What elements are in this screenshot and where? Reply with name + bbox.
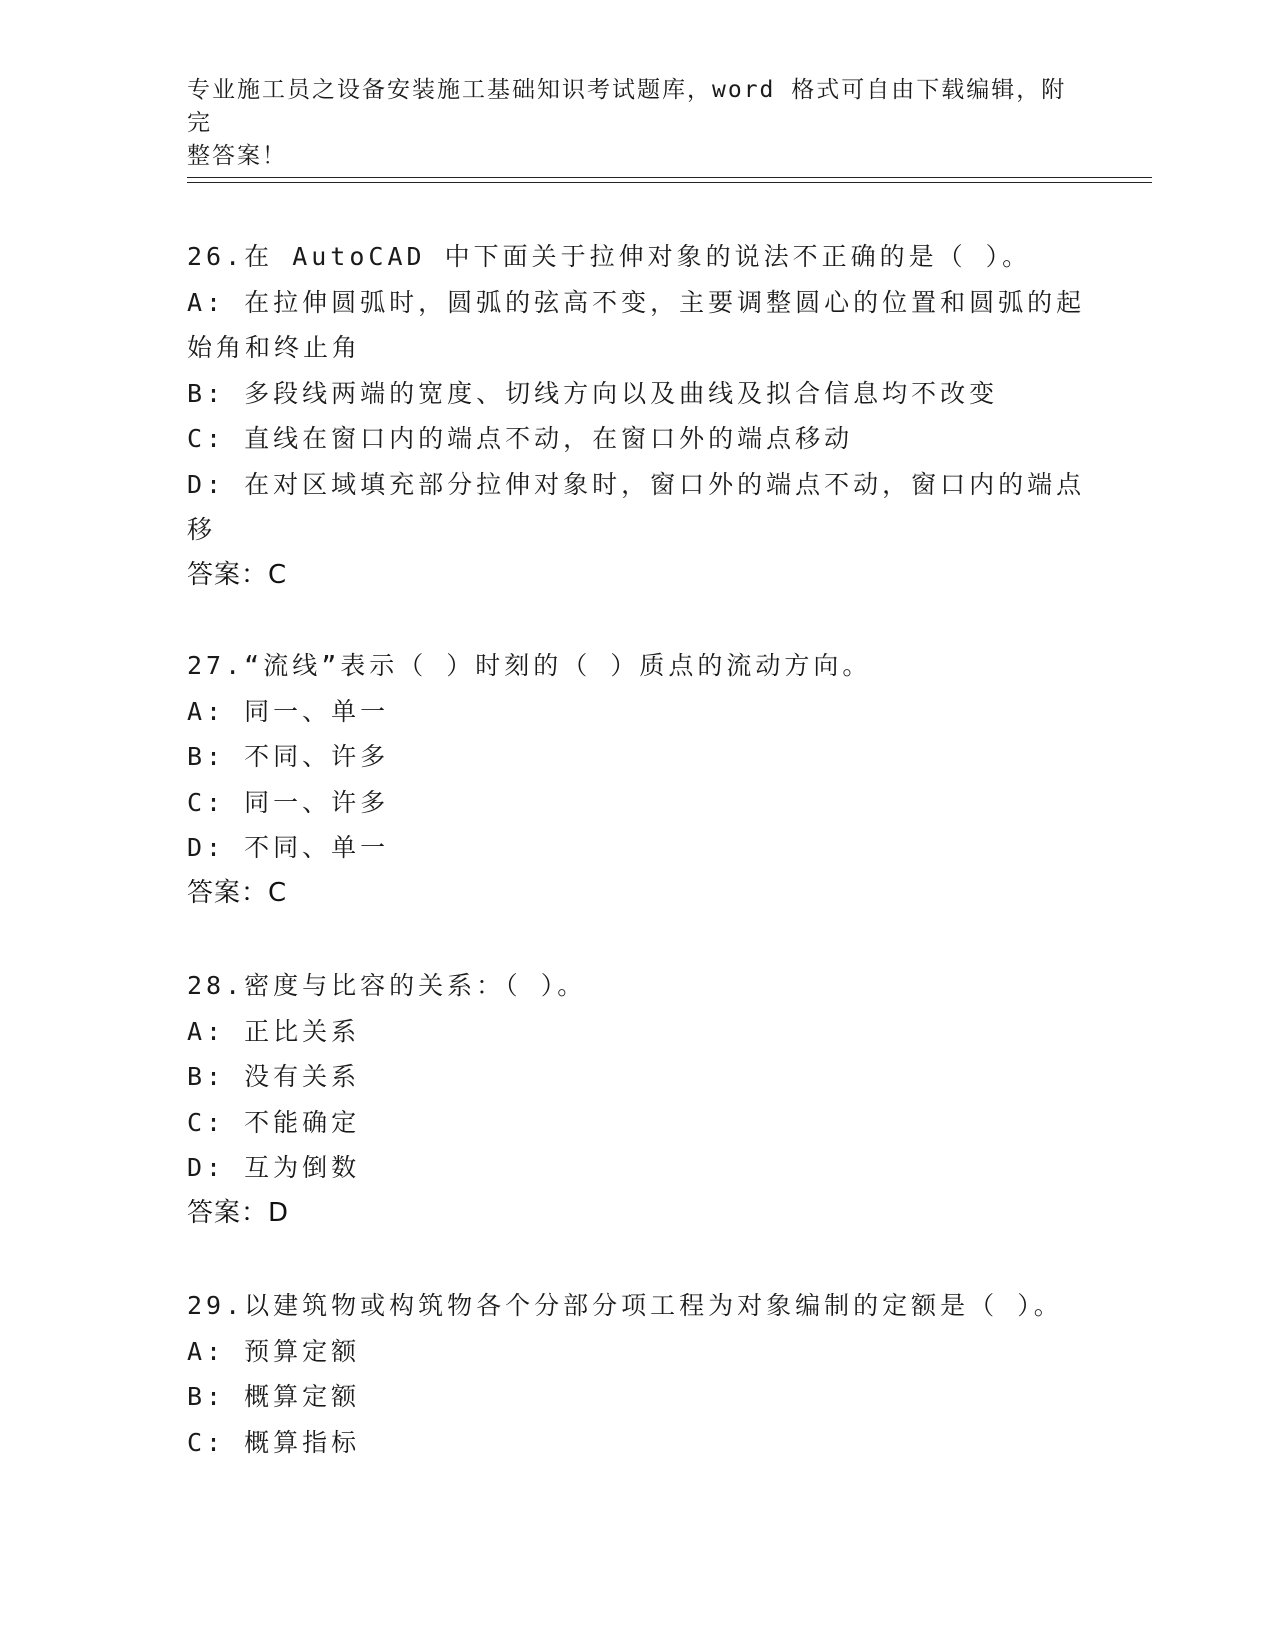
option-a: A: 正比关系 [187,1016,361,1046]
answer-text: 答案：C [187,877,288,908]
question-stem: 29.以建筑物或构筑物各个分部分项工程为对象编制的定额是（ ）。 [187,1291,1063,1320]
question-29 [187,1283,1087,1465]
header-line-1: 专业施工员之设备安装施工基础知识考试题库，word 格式可自由下载编辑，附完 [187,77,1067,136]
option-a-continued: 始角和终止角 [187,333,362,362]
option-c: C: 同一、许多 [187,787,390,817]
question-stem: 26.在 AutoCAD 中下面关于拉伸对象的说法不正确的是（ ）。 [187,242,1032,271]
question-28 [187,963,1087,1236]
option-d: D: 不同、单一 [187,833,390,862]
answer-text: 答案：D [187,1197,290,1228]
option-c: C: 不能确定 [187,1107,361,1137]
document-header [187,74,1087,173]
option-b: B: 没有关系 [187,1062,361,1091]
option-a: A: 同一、单一 [187,696,390,726]
option-b: B: 概算定额 [187,1382,361,1411]
option-a: A: 在拉伸圆弧时，圆弧的弦高不变，主要调整圆心的位置和圆弧的起 [187,287,1086,317]
header-divider-top [187,177,1152,178]
header-line-2: 整答案！ [187,143,287,169]
answer-text: 答案：C [187,559,288,590]
option-b: B: 不同、许多 [187,742,390,771]
option-d: D: 在对区域填充部分拉伸对象时，窗口外的端点不动，窗口内的端点 [187,469,1086,499]
option-c: C: 直线在窗口内的端点不动，在窗口外的端点移动 [187,424,854,453]
option-d-continued: 移 [187,515,217,544]
option-b: B: 多段线两端的宽度、切线方向以及曲线及拟合信息均不改变 [187,378,999,408]
option-a: A: 预算定额 [187,1336,361,1366]
question-stem: 28.密度与比容的关系：（ ）。 [187,971,587,1000]
question-27 [187,643,1087,916]
option-d: D: 互为倒数 [187,1153,361,1182]
option-c: C: 概算指标 [187,1427,361,1457]
question-stem: 27.“流线”表示（ ）时刻的（ ）质点的流动方向。 [187,651,872,680]
header-divider-bottom [187,182,1152,183]
question-26 [187,234,1087,598]
